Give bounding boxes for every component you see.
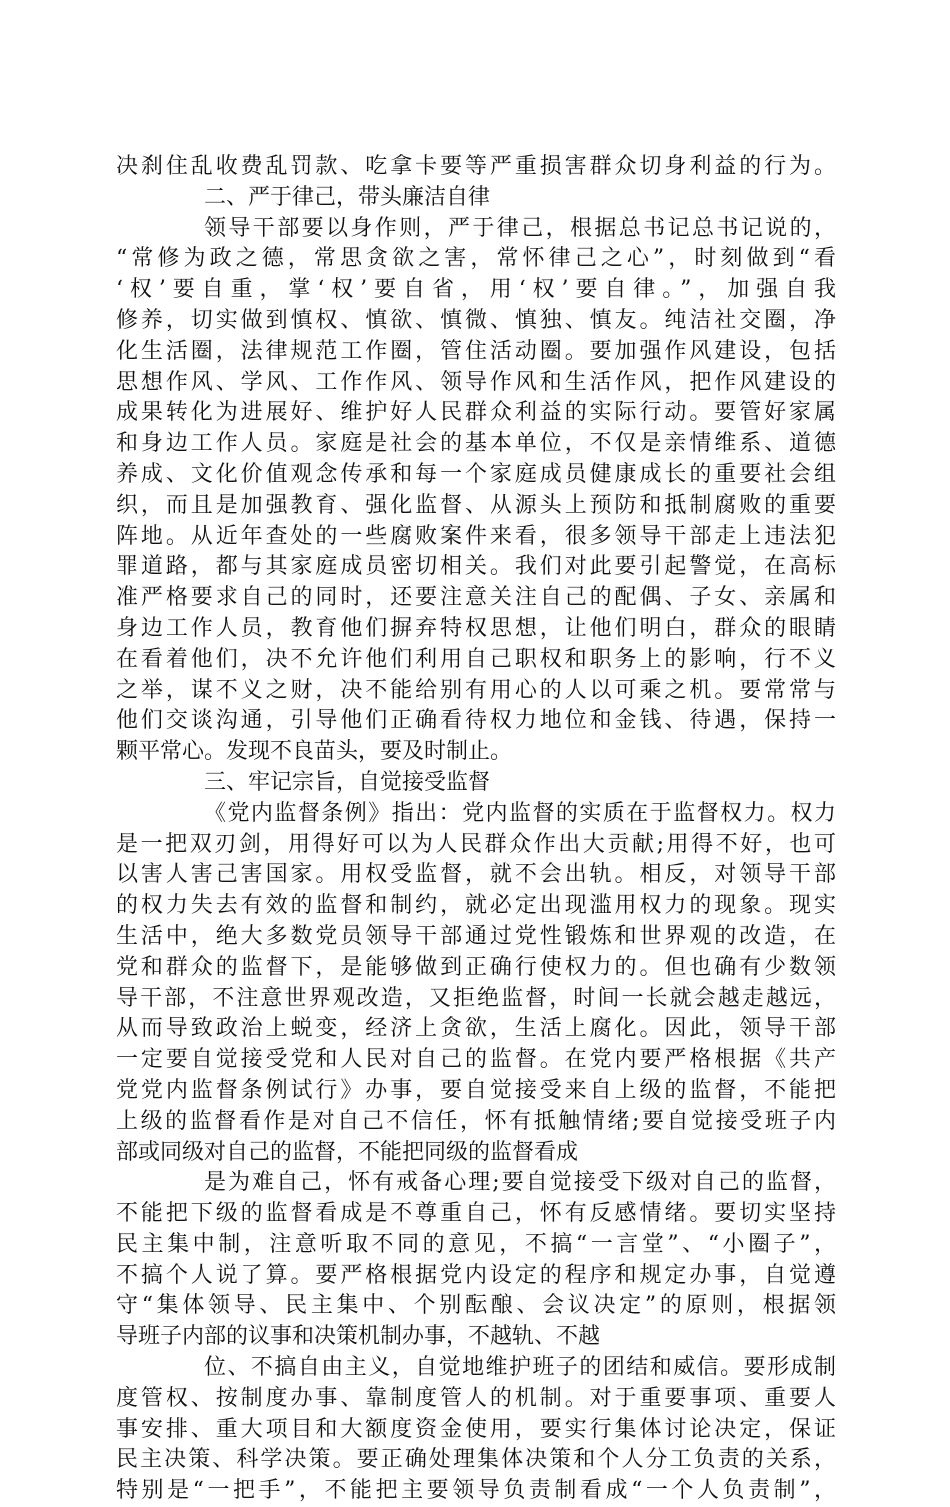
section-heading-2: 二、严于律己，带头廉洁自律 <box>204 184 491 210</box>
text-line: 以害人害己害国家。用权受监督，就不会出轨。相反，对领导干部 <box>116 862 836 888</box>
text-line: 的权力失去有效的监督和制约，就必定出现滥用权力的现象。现实 <box>116 893 836 919</box>
text-line: 养成、文化价值观念传承和每一个家庭成员健康成长的重要社会组 <box>116 461 836 487</box>
section-heading-3: 三、牢记宗旨，自觉接受监督 <box>204 769 491 795</box>
text-line: 民主集中制，注意听取不同的意见，不搞“一言堂”、“小圈子”， <box>116 1231 836 1257</box>
text-line: 特别是“一把手”，不能把主要领导负责制看成“一个人负责制”， <box>116 1478 836 1504</box>
text-line: 不搞个人说了算。要严格根据党内设定的程序和规定办事，自觉遵 <box>116 1262 836 1288</box>
text-line: 不能把下级的监督看成是不尊重自己，怀有反感情绪。要切实坚持 <box>116 1201 836 1227</box>
text-line: 决刹住乱收费乱罚款、吃拿卡要等严重损害群众切身利益的行为。 <box>116 154 836 179</box>
text-line: 导干部，不注意世界观改造，又拒绝监督，时间一长就会越走越远， <box>116 985 836 1011</box>
text-line: 领导干部要以身作则，严于律己，根据总书记总书记说的， <box>204 215 836 241</box>
text-line: 在看着他们，决不允许他们利用自己职权和职务上的影响，行不义 <box>116 646 836 672</box>
text-line: 上级的监督看作是对自己不信任，怀有抵触情绪;要自觉接受班子内 <box>116 1108 836 1134</box>
text-line: ‘权’要自重，掌‘权’要自省，用‘权’要自律。”，加强自我 <box>116 277 836 303</box>
text-line: 颗平常心。发现不良苗头，要及时制止。 <box>116 739 513 765</box>
text-line: 罪道路，都与其家庭成员密切相关。我们对此要引起警觉，在高标 <box>116 554 836 580</box>
text-line: 修养，切实做到慎权、慎欲、慎微、慎独、慎友。纯洁社交圈，净 <box>116 307 836 333</box>
text-line: 织，而且是加强教育、强化监督、从源头上预防和抵制腐败的重要 <box>116 492 836 518</box>
text-line: 导班子内部的议事和决策机制办事，不越轨、不越 <box>116 1324 601 1350</box>
text-line: 和身边工作人员。家庭是社会的基本单位，不仅是亲情维系、道德 <box>116 431 836 457</box>
text-line: 生活中，绝大多数党员领导干部通过党性锻炼和世界观的改造，在 <box>116 923 836 949</box>
text-line: 事安排、重大项目和大额度资金使用，要实行集体讨论决定，保证 <box>116 1416 836 1442</box>
text-line: 身边工作人员，教育他们摒弃特权思想，让他们明白，群众的眼睛 <box>116 615 836 641</box>
text-line: 是为难自己，怀有戒备心理;要自觉接受下级对自己的监督， <box>204 1170 836 1196</box>
text-line: 阵地。从近年查处的一些腐败案件来看，很多领导干部走上违法犯 <box>116 523 836 549</box>
document-body <box>116 152 836 1507</box>
text-line: 守“集体领导、民主集中、个别酝酿、会议决定”的原则，根据领 <box>116 1293 836 1319</box>
text-line: 他们交谈沟通，引导他们正确看待权力地位和金钱、待遇，保持一 <box>116 708 836 734</box>
text-line: 化生活圈，法律规范工作圈，管住活动圈。要加强作风建设，包括 <box>116 338 836 364</box>
text-line: 是一把双刃剑，用得好可以为人民群众作出大贡献;用得不好，也可 <box>116 831 836 857</box>
text-line: “常修为政之德，常思贪欲之害，常怀律己之心”，时刻做到“看 <box>116 246 836 272</box>
text-line: 成果转化为进展好、维护好人民群众利益的实际行动。要管好家属 <box>116 400 836 426</box>
text-line: 民主决策、科学决策。要正确处理集体决策和个人分工负责的关系， <box>116 1447 836 1473</box>
text-line: 《党内监督条例》指出：党内监督的实质在于监督权力。权力 <box>204 800 836 826</box>
text-line: 度管权、按制度办事、靠制度管人的机制。对于重要事项、重要人 <box>116 1385 836 1411</box>
text-line: 部或同级对自己的监督，不能把同级的监督看成 <box>116 1139 579 1165</box>
text-line: 位、不搞自由主义，自觉地维护班子的团结和威信。要形成制 <box>204 1355 836 1381</box>
text-line: 从而导致政治上蜕变，经济上贪欲，生活上腐化。因此，领导干部 <box>116 1016 836 1042</box>
text-line: 党和群众的监督下，是能够做到正确行使权力的。但也确有少数领 <box>116 954 836 980</box>
text-line: 准严格要求自己的同时，还要注意关注自己的配偶、子女、亲属和 <box>116 585 836 611</box>
text-line: 一定要自觉接受党和人民对自己的监督。在党内要严格根据《共产 <box>116 1047 836 1073</box>
text-line: 党党内监督条例试行》办事，要自觉接受来自上级的监督，不能把 <box>116 1077 836 1103</box>
text-line: 思想作风、学风、工作作风、领导作风和生活作风，把作风建设的 <box>116 369 836 395</box>
text-line: 之举，谋不义之财，决不能给别有用心的人以可乘之机。要常常与 <box>116 677 836 703</box>
